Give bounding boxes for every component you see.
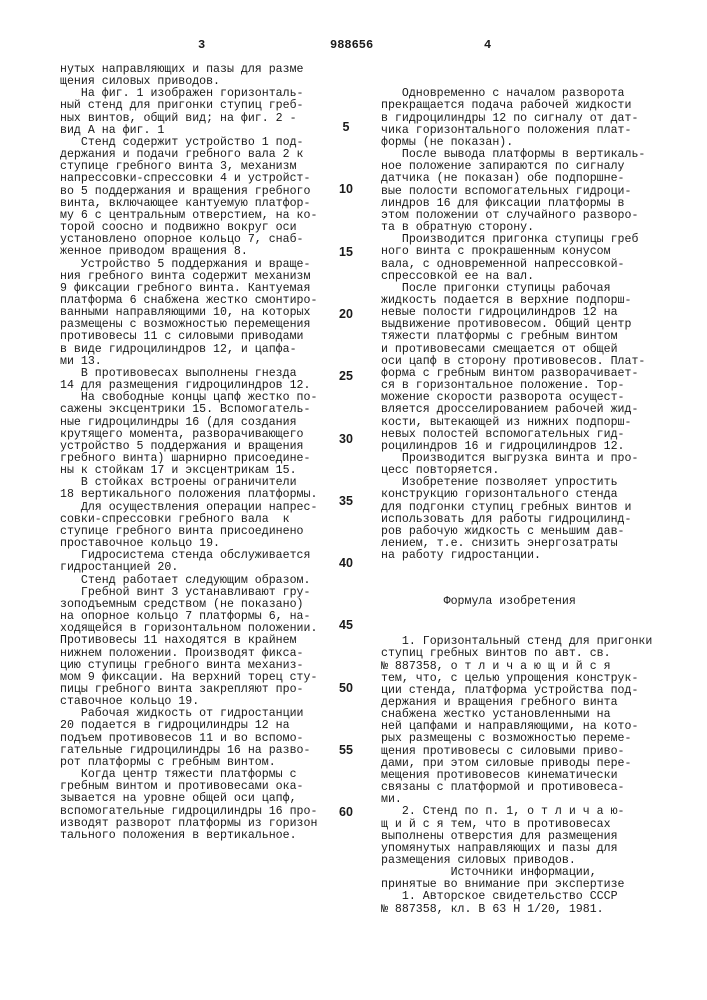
text-line: невые полости гидроцилиндров 12 на xyxy=(381,307,652,319)
text-line: 2. Стенд по п. 1, о т л и ч а ю- xyxy=(381,806,652,818)
text-line: платформа 6 снабжена жестко смонтиро- xyxy=(60,295,317,307)
text-line: использовать для работы гидроцилинд- xyxy=(381,514,652,526)
text-line: 1. Авторское свидетельство СССР xyxy=(381,891,652,903)
text-line: ми. xyxy=(381,794,652,806)
text-line: упомянутых направляющих и пазы для xyxy=(381,843,652,855)
text-line: связаны с платформой и противовеса- xyxy=(381,782,652,794)
text-line: Устройство 5 поддержания и враще- xyxy=(60,259,317,271)
text-line: зоподъемным средством (не показано) xyxy=(60,599,317,611)
text-line: зывается на уровне общей оси цапф, xyxy=(60,793,317,805)
text-line: спрессовкой ее на вал. xyxy=(381,271,652,283)
text-line: нутых направляющих и пазы для разме xyxy=(60,64,317,76)
text-line: На фиг. 1 изображен горизонталь- xyxy=(60,88,317,100)
text-line: ставочное кольцо 19. xyxy=(60,696,317,708)
claims xyxy=(381,636,652,916)
line-number: 60 xyxy=(335,805,357,819)
text-line: снабжена жестко установленными на xyxy=(381,709,652,721)
text-line: дами, при этом силовые приводы пере- xyxy=(381,758,652,770)
text-line: В противовесах выполнены гнезда xyxy=(60,368,317,380)
text-line: в виде гидроцилиндров 12, и цапфа- xyxy=(60,344,317,356)
text-line: изводят разворот платформы из горизон xyxy=(60,818,317,830)
text-line: ные гидроцилиндры 16 (для создания xyxy=(60,417,317,429)
text-line: ных винтов, общий вид; на фиг. 2 - xyxy=(60,113,317,125)
formula-heading: Формула изобретения xyxy=(381,596,652,608)
text-line: выдвижение противовесом. Общий центр xyxy=(381,319,652,331)
text-line: роцилиндров 16 и гидроцилиндров 12. xyxy=(381,441,652,453)
line-number: 25 xyxy=(335,369,357,383)
text-line: женное приводом вращения 8. xyxy=(60,246,317,258)
text-line: тем, что, с целью упрощения конструк- xyxy=(381,673,652,685)
text-line: Для осуществления операции напрес- xyxy=(60,502,317,514)
text-line: в гидроцилиндры 12 по сигналу от дат- xyxy=(381,113,652,125)
text-line: тального положения в вертикальное. xyxy=(60,830,317,842)
text-line: линдров 16 для фиксации платформы в xyxy=(381,198,652,210)
text-line: щ и й с я тем, что в противовесах xyxy=(381,819,652,831)
text-line: ны к стойкам 17 и эксцентрикам 15. xyxy=(60,465,317,477)
text-line: Стенд содержит устройство 1 под- xyxy=(60,137,317,149)
text-line: лением, т.е. снизить энергозатраты xyxy=(381,538,652,550)
line-number: 20 xyxy=(335,307,357,321)
text-line: Источники информации, xyxy=(381,867,652,879)
text-line: вые полости вспомогательных гидроци- xyxy=(381,186,652,198)
text-line: принятые во внимание при экспертизе xyxy=(381,879,652,891)
text-line: формы (не показан). xyxy=(381,137,652,149)
line-number: 50 xyxy=(335,681,357,695)
left-page-number: 3 xyxy=(198,38,205,52)
text-line: вала, с одновременной напрессовкой- xyxy=(381,259,652,271)
text-line: этом положении от случайного разворо- xyxy=(381,210,652,222)
line-number: 55 xyxy=(335,743,357,757)
line-number: 35 xyxy=(335,494,357,508)
text-line: на опорное кольцо 7 платформы 6, на- xyxy=(60,611,317,623)
text-line: держания и подачи гребного вала 2 к xyxy=(60,149,317,161)
text-line: Изобретение позволяет упростить xyxy=(381,477,652,489)
text-line: кости, вытекающей из нижних подпорш- xyxy=(381,417,652,429)
text-line: невых полостей вспомогательных гид- xyxy=(381,429,652,441)
text-line: цесс повторяется. xyxy=(381,465,652,477)
text-line: Одновременно с началом разворота xyxy=(381,88,652,100)
text-line: 14 для размещения гидроцилиндров 12. xyxy=(60,380,317,392)
text-line: вспомогательные гидроцилиндры 16 про- xyxy=(60,806,317,818)
text-line: размещения силовых приводов. xyxy=(381,855,652,867)
text-line: противовесы 11 с силовыми приводами xyxy=(60,331,317,343)
text-line: После пригонки ступицы рабочая xyxy=(381,283,652,295)
text-line: жидкость подается в верхние подпорш- xyxy=(381,295,652,307)
text-line: та в обратную сторону. xyxy=(381,222,652,234)
text-line: ступиц гребных винтов по авт. св. xyxy=(381,648,652,660)
line-number: 45 xyxy=(335,618,357,632)
text-line: Производится выгрузка винта и про- xyxy=(381,453,652,465)
text-line: 18 вертикального положения платформы. xyxy=(60,489,317,501)
text-line: гребного винта) шарнирно присоедине- xyxy=(60,453,317,465)
text-line: ного винта с прокрашенным конусом xyxy=(381,246,652,258)
text-line: для подгонки ступиц гребных винтов и xyxy=(381,502,652,514)
line-number: 15 xyxy=(335,245,357,259)
line-number: 5 xyxy=(335,120,357,134)
text-line: Стенд работает следующим образом. xyxy=(60,575,317,587)
text-line: мещения противовесов кинематически xyxy=(381,770,652,782)
text-line: выполнены отверстия для размещения xyxy=(381,831,652,843)
line-number: 40 xyxy=(335,556,357,570)
text-line: ми 13. xyxy=(60,356,317,368)
text-line: вляется дросселированием рабочей жид- xyxy=(381,404,652,416)
text-line: на работу гидростанции. xyxy=(381,550,652,562)
text-line: На свободные концы цапф жестко по- xyxy=(60,392,317,404)
text-line: форма с гребным винтом разворачивает- xyxy=(381,368,652,380)
text-line: ходящейся в горизонтальном положении. xyxy=(60,623,317,635)
text-line: прекращается подача рабочей жидкости xyxy=(381,100,652,112)
text-line: Противовесы 11 находятся в крайнем xyxy=(60,635,317,647)
text-line: цию ступицы гребного винта механиз- xyxy=(60,660,317,672)
description-continuation xyxy=(381,88,652,562)
text-line: ный стенд для пригонки ступиц греб- xyxy=(60,100,317,112)
text-line: напрессовки-спрессовки 4 и устройст- xyxy=(60,173,317,185)
text-line: размещены с возможностью перемещения xyxy=(60,319,317,331)
text-line: конструкцию горизонтального стенда xyxy=(381,489,652,501)
text-line: ступице гребного винта присоединено xyxy=(60,526,317,538)
text-line: ции стенда, платформа устройства под- xyxy=(381,685,652,697)
text-line: ров рабочую жидкость с меньшим дав- xyxy=(381,526,652,538)
text-line: Производится пригонка ступицы греб xyxy=(381,234,652,246)
text-line: ней цапфами и направляющими, на кото- xyxy=(381,721,652,733)
text-line: Когда центр тяжести платформы с xyxy=(60,769,317,781)
text-line: В стойках встроены ограничители xyxy=(60,477,317,489)
text-line: совки-спрессовки гребного вала к xyxy=(60,514,317,526)
text-line: можение скорости разворота осущест- xyxy=(381,392,652,404)
text-line: рых размещены с возможностью переме- xyxy=(381,733,652,745)
text-line: рот платформы с гребным винтом. xyxy=(60,757,317,769)
text-line: установлено опорное кольцо 7, снаб- xyxy=(60,234,317,246)
text-line: гидростанцией 20. xyxy=(60,562,317,574)
text-line: 20 подается в гидроцилиндры 12 на xyxy=(60,720,317,732)
text-line: 9 фиксации гребного винта. Кантуемая xyxy=(60,283,317,295)
text-line: щения противовесы с силовыми приво- xyxy=(381,746,652,758)
right-page-number: 4 xyxy=(484,38,491,52)
text-line: тяжести платформы с гребным винтом xyxy=(381,331,652,343)
text-line: чика горизонтального положения плат- xyxy=(381,125,652,137)
text-line: гательные гидроцилиндры 16 на разво- xyxy=(60,745,317,757)
text-line: ное положение запираются по сигналу xyxy=(381,161,652,173)
text-line: датчика (не показан) обе подпоршне- xyxy=(381,173,652,185)
text-line: подъем противовесов 11 и во вспомо- xyxy=(60,733,317,745)
text-line: устройство 5 поддержания и вращения xyxy=(60,441,317,453)
text-line: ступице гребного винта 3, механизм xyxy=(60,161,317,173)
text-line: крутящего момента, разворачивающего xyxy=(60,429,317,441)
text-line: Рабочая жидкость от гидростанции xyxy=(60,708,317,720)
line-number: 10 xyxy=(335,182,357,196)
right-column-text xyxy=(381,64,652,940)
text-line: Гребной винт 3 устанавливают гру- xyxy=(60,587,317,599)
text-line: гребным винтом и противовесами ока- xyxy=(60,781,317,793)
text-line: ванными направляющими 10, на которых xyxy=(60,307,317,319)
text-line: держания и вращения гребного винта xyxy=(381,697,652,709)
text-line: пицы гребного винта закрепляют про- xyxy=(60,684,317,696)
text-line: № 887358, о т л и ч а ю щ и й с я xyxy=(381,661,652,673)
text-line: торой соосно и подвижно вокруг оси xyxy=(60,222,317,234)
text-line: проставочное кольцо 19. xyxy=(60,538,317,550)
text-line: и противовесами смещается от общей xyxy=(381,344,652,356)
text-line: му 6 с центральным отверстием, на ко- xyxy=(60,210,317,222)
text-line: сажены эксцентрики 15. Вспомогатель- xyxy=(60,404,317,416)
text-line: ся в горизонтальное положение. Тор- xyxy=(381,380,652,392)
text-line: Гидросистема стенда обслуживается xyxy=(60,550,317,562)
text-line: ния гребного винта содержит механизм xyxy=(60,271,317,283)
text-line: винта, включающее кантуемую платфор- xyxy=(60,198,317,210)
text-line: мом 9 фиксации. На верхний торец сту- xyxy=(60,672,317,684)
line-number: 30 xyxy=(335,432,357,446)
text-line: во 5 поддержания и вращения гребного xyxy=(60,186,317,198)
text-line: нижнем положении. Производят фикса- xyxy=(60,648,317,660)
left-column-text xyxy=(60,64,317,842)
patent-number: 988656 xyxy=(330,38,373,52)
text-line: После вывода платформы в вертикаль- xyxy=(381,149,652,161)
text-line: № 887358, кл. В 63 Н 1/20, 1981. xyxy=(381,904,652,916)
text-line: щения силовых приводов. xyxy=(60,76,317,88)
text-line: 1. Горизонтальный стенд для пригонки xyxy=(381,636,652,648)
text-line: вид А на фиг. 1 xyxy=(60,125,317,137)
patent-page xyxy=(0,0,707,1000)
text-line: оси цапф в сторону противовесов. Плат- xyxy=(381,356,652,368)
